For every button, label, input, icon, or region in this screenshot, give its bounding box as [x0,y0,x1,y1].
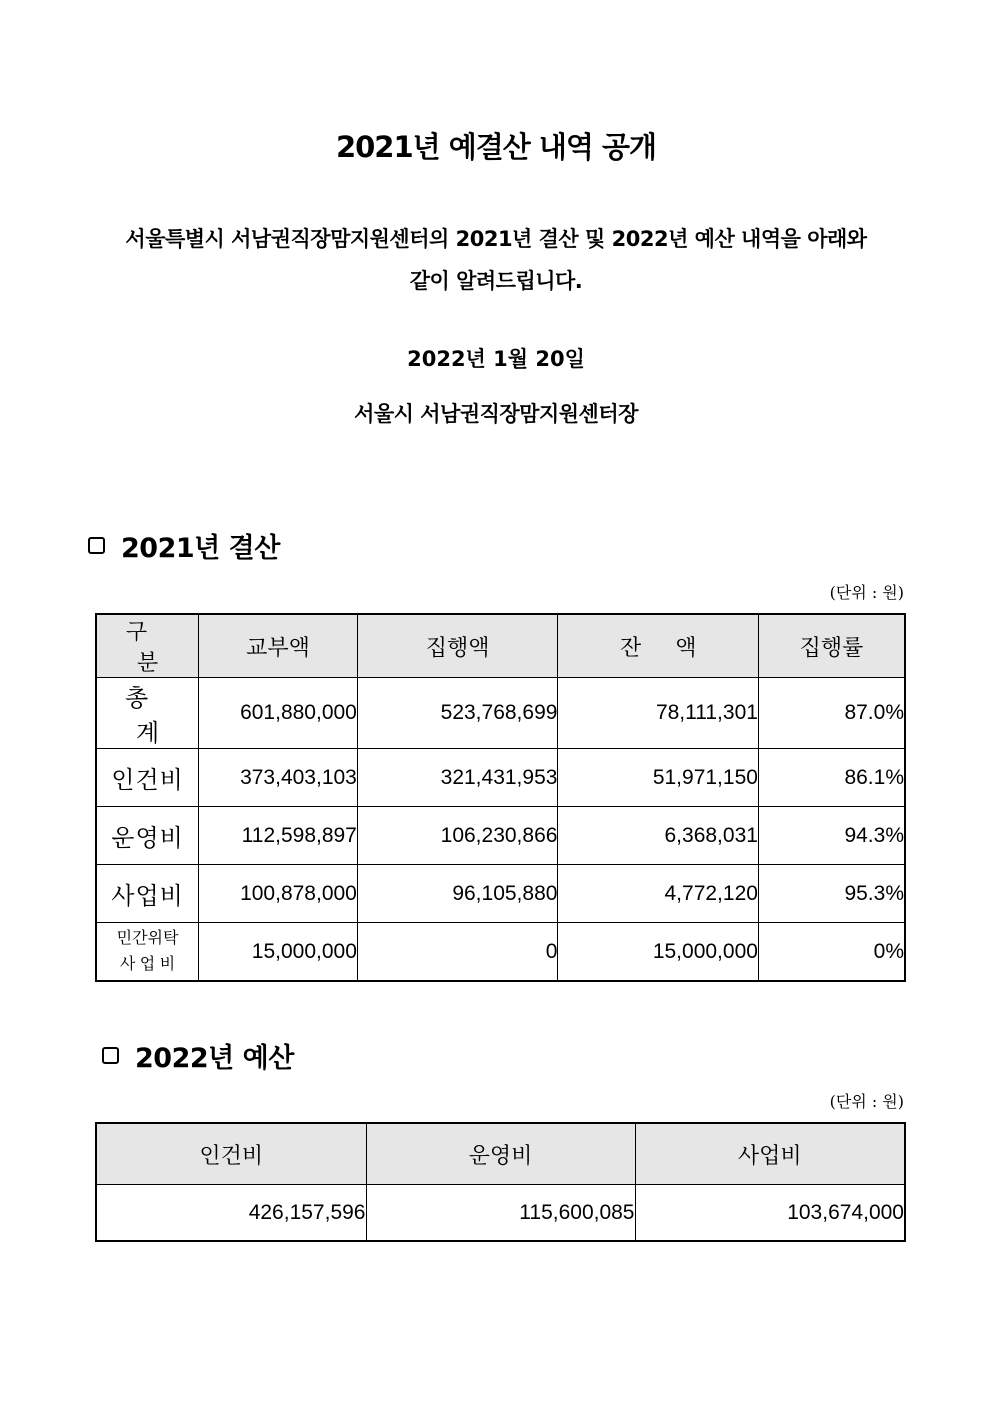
row-category-line-1: 민간위탁 [116,929,179,947]
checkbox-icon [102,1047,119,1064]
table-row [96,807,905,865]
row-category: 인건비 [96,749,199,807]
row-category: 운영비 [96,807,199,865]
row-balance: 4,772,120 [558,865,759,923]
row-rate: 86.1% [758,749,905,807]
row-rate: 95.3% [758,865,905,923]
settlement-unit: (단위 : 원) [829,583,904,602]
budget-header-row [96,1123,905,1185]
row-executed: 106,230,866 [357,807,558,865]
settlement-heading-text: 2021년 결산 [121,533,280,564]
row-executed: 523,768,699 [357,678,558,749]
table-row [96,749,905,807]
settlement-table [95,613,906,982]
header-rate: 집행률 [758,614,905,678]
row-category: 총 계 [96,678,199,749]
settlement-heading [88,526,280,565]
row-balance: 51,971,150 [558,749,759,807]
organization-name: 서울시 서남권직장맘지원센터장 [354,402,638,426]
value-operating: 115,600,085 [366,1185,635,1242]
row-rate: 94.3% [758,807,905,865]
intro-text [80,218,912,302]
table-row [96,865,905,923]
checkbox-icon [88,537,105,554]
header-operating: 운영비 [366,1123,635,1185]
row-executed: 321,431,953 [357,749,558,807]
budget-table [95,1122,906,1242]
intro-line-1: 서울특별시 서남권직장맘지원센터의 2021년 결산 및 2022년 예산 내역을 아래와 [125,227,867,251]
row-balance: 15,000,000 [558,923,759,982]
row-balance: 78,111,301 [558,678,759,749]
value-project: 103,674,000 [635,1185,905,1242]
header-personnel: 인건비 [96,1123,366,1185]
document-date: 2022년 1월 20일 [407,347,585,371]
row-rate: 0% [758,923,905,982]
header-executed: 집행액 [357,614,558,678]
row-category [96,923,199,982]
budget-heading [102,1036,294,1075]
row-granted: 15,000,000 [199,923,358,982]
row-category-line-2: 사 업 비 [119,955,176,973]
header-category: 구 분 [96,614,199,678]
table-row [96,678,905,749]
budget-heading-text: 2022년 예산 [135,1043,294,1074]
row-granted: 100,878,000 [199,865,358,923]
page-title: 2021년 예결산 내역 공개 [335,130,657,164]
settlement-header-row [96,614,905,678]
row-executed: 96,105,880 [357,865,558,923]
row-rate: 87.0% [758,678,905,749]
row-balance: 6,368,031 [558,807,759,865]
header-granted: 교부액 [199,614,358,678]
header-project: 사업비 [635,1123,905,1185]
header-balance: 잔 액 [558,614,759,678]
row-granted: 373,403,103 [199,749,358,807]
row-executed: 0 [357,923,558,982]
intro-line-2: 같이 알려드립니다. [409,269,583,293]
budget-unit: (단위 : 원) [829,1092,904,1111]
row-category: 사업비 [96,865,199,923]
value-personnel: 426,157,596 [96,1185,366,1242]
row-granted: 601,880,000 [199,678,358,749]
row-granted: 112,598,897 [199,807,358,865]
table-row [96,923,905,982]
table-row [96,1185,905,1242]
